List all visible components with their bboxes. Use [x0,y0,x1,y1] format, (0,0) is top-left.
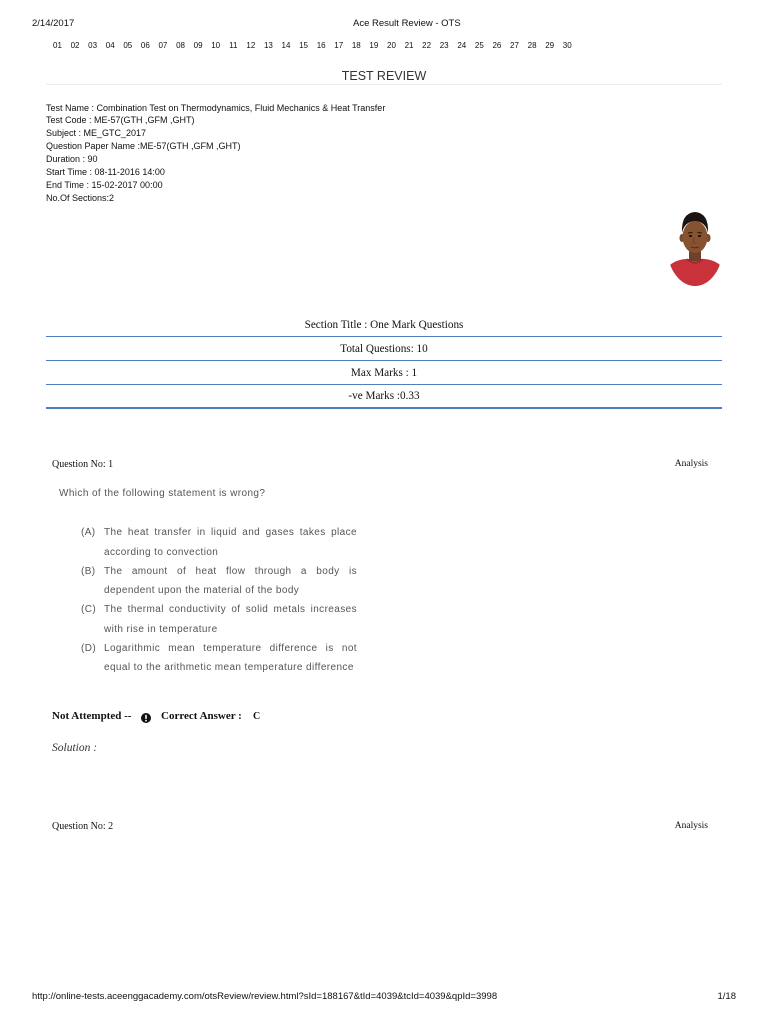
question-nav-link[interactable]: 29 [545,41,555,50]
question-number: Question No: 1 [52,459,114,470]
question-nav-link[interactable]: 12 [246,41,256,50]
option-text: dependent upon the material of the body [104,585,300,597]
question-nav-link[interactable]: 01 [53,41,62,50]
question-nav-link[interactable]: 14 [281,41,291,50]
option-text: Logarithmic mean temperature difference is not [104,642,357,654]
start-time: Start Time : 08-11-2016 14:00 [46,167,165,178]
solution-label: Solution : [52,742,98,754]
page-title: TEST REVIEW [341,69,427,83]
question-nav-link[interactable]: 30 [562,41,572,50]
print-page-title: Ace Result Review - OTS [353,18,461,29]
option-text: according to convection [104,546,219,558]
section-title: Section Title : One Mark Questions [46,313,722,337]
question-nav-link[interactable]: 18 [351,41,361,50]
question-paper-name: Question Paper Name :ME-57(GTH ,GFM ,GHT) [46,141,241,152]
question-nav-link[interactable]: 26 [492,41,502,50]
question-nav-link[interactable]: 22 [422,41,432,50]
question-nav-link[interactable]: 06 [140,41,150,50]
question-nav-link[interactable]: 20 [387,41,396,50]
question-nav-link[interactable]: 15 [299,41,309,50]
option-text: The thermal conductivity of solid metals increases [104,604,357,616]
option-text: equal to the arithmetic mean temperature difference [104,662,354,674]
exclamation-circle-icon [141,710,151,720]
test-subject: Subject : ME_GTC_2017 [46,128,147,139]
print-url: http://online-tests.aceenggacademy.com/otsReview/review.html?sId=188167&tId=4039&tcId=4039&qpId=3998 [32,991,498,1002]
print-page-number: 1/18 [717,991,736,1002]
question-nav-link[interactable]: 24 [457,41,467,50]
question-nav-link[interactable]: 27 [510,41,519,50]
section-count: No.Of Sections:2 [46,192,115,203]
option-label: (C) [81,604,97,616]
question-nav-link[interactable]: 07 [158,41,168,50]
test-name: Test Name : Combination Test on Thermodynamics, Fluid Mechanics & Heat Transfer [46,102,386,113]
attempt-status: Not Attempted -- [52,710,132,722]
question-nav [49,40,576,52]
question-nav-link[interactable]: 09 [193,41,203,50]
option-label: (B) [81,565,96,577]
question-nav-link[interactable]: 17 [334,41,344,50]
question-nav-link[interactable]: 10 [211,41,221,50]
question-nav-link[interactable]: 16 [316,41,326,50]
question-nav-link[interactable]: 28 [527,41,537,50]
question-text: Which of the following statement is wrong? [59,488,266,499]
option-text: The amount of heat flow through a body is [104,565,357,577]
print-date: 2/14/2017 [32,18,75,29]
max-marks: Max Marks : 1 [46,361,722,385]
test-code: Test Code : ME-57(GTH ,GFM ,GHT) [46,115,195,126]
option-label: (D) [81,642,97,654]
question-nav-link[interactable]: 04 [105,41,115,50]
total-questions: Total Questions: 10 [46,337,722,361]
correct-answer-label: Correct Answer : [161,710,242,722]
negative-marks: -ve Marks :0.33 [46,385,722,409]
question-nav-link[interactable]: 13 [263,41,273,50]
question-nav-link[interactable]: 21 [404,41,414,50]
profile-photo [667,207,723,286]
question-number: Question No: 2 [52,821,114,832]
question-nav-link[interactable]: 03 [88,41,98,50]
question-nav-link[interactable]: 25 [474,41,484,50]
option-text: with rise in temperature [104,623,218,635]
correct-answer-value: C [253,711,261,722]
question-nav-link[interactable]: 23 [439,41,449,50]
question-nav-link[interactable]: 02 [70,41,80,50]
question-nav-link[interactable]: 19 [369,41,379,50]
analysis-link[interactable]: Analysis [674,459,708,469]
option-text: The heat transfer in liquid and gases takes place [104,527,357,539]
question-nav-link[interactable]: 08 [176,41,185,50]
avatar [667,207,723,286]
analysis-link[interactable]: Analysis [674,821,708,831]
test-info [46,102,385,205]
test-duration: Duration : 90 [46,154,98,165]
end-time: End Time : 15-02-2017 00:00 [46,179,163,190]
section-summary-table [46,313,722,409]
option-label: (A) [81,527,96,539]
title-divider [46,84,722,85]
question-nav-link[interactable]: 11 [229,41,238,50]
question-nav-link[interactable]: 05 [123,41,133,50]
